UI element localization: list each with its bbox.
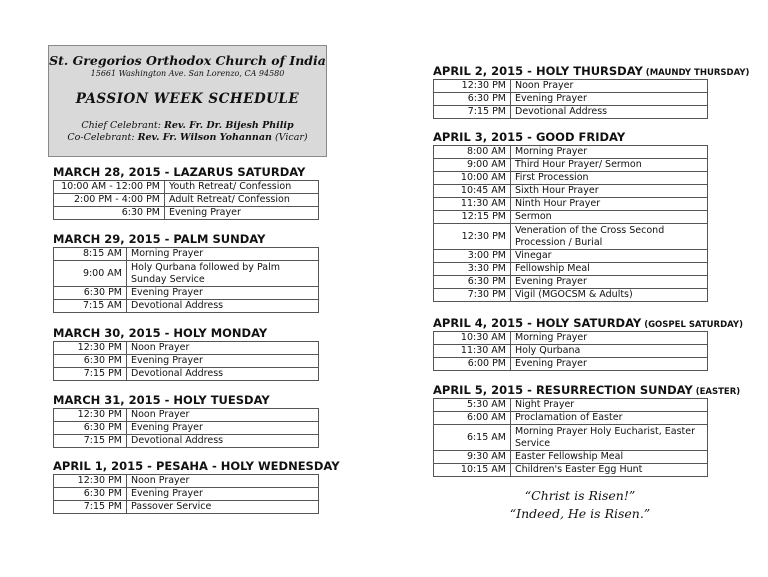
event-name: Holy Qurbana followed by Palm Sunday Service <box>127 261 319 287</box>
day-title-text: APRIL 4, 2015 - HOLY SATURDAY <box>433 316 642 330</box>
event-time: 6:30 PM <box>54 207 165 220</box>
schedule-table <box>433 398 708 477</box>
day-subtitle: (EASTER) <box>692 387 741 397</box>
schedule-row <box>54 300 319 313</box>
schedule-row <box>434 80 708 93</box>
schedule-row <box>54 475 319 488</box>
event-time: 3:00 PM <box>434 250 511 263</box>
event-time: 6:30 PM <box>434 276 511 289</box>
co-celebrant-role: (Vicar) <box>274 132 308 143</box>
schedule-row <box>434 172 708 185</box>
co-celebrant <box>49 132 326 144</box>
schedule-row <box>54 488 319 501</box>
day-subtitle: (MAUNDY THURSDAY) <box>642 68 750 78</box>
day-title-text: APRIL 5, 2015 - RESURRECTION SUNDAY <box>433 383 693 397</box>
schedule-table <box>53 341 319 381</box>
event-name: Noon Prayer <box>511 80 708 93</box>
event-time: 6:00 AM <box>434 412 511 425</box>
event-time: 10:30 AM <box>434 332 511 345</box>
schedule-row <box>434 185 708 198</box>
event-time: 7:15 PM <box>434 106 511 119</box>
day-section <box>53 165 319 220</box>
church-name: St. Gregorios Orthodox Church of India <box>49 53 326 68</box>
co-celebrant-label: Co-Celebrant: <box>67 132 135 143</box>
event-name: Morning Prayer <box>127 248 319 261</box>
schedule-row <box>434 106 708 119</box>
event-time: 12:30 PM <box>54 342 127 355</box>
schedule-row <box>54 501 319 514</box>
event-time: 9:30 AM <box>434 451 511 464</box>
event-name: Proclamation of Easter <box>511 412 708 425</box>
event-time: 6:30 PM <box>434 93 511 106</box>
event-name: Devotional Address <box>127 435 319 448</box>
event-time: 8:00 AM <box>434 146 511 159</box>
schedule-row <box>434 276 708 289</box>
event-name: Passover Service <box>127 501 319 514</box>
event-time: 6:30 PM <box>54 488 127 501</box>
event-name: Evening Prayer <box>127 488 319 501</box>
event-name: Morning Prayer <box>511 332 708 345</box>
event-name: Evening Prayer <box>511 276 708 289</box>
celebrants <box>49 120 326 144</box>
event-name: Children's Easter Egg Hunt <box>511 464 708 477</box>
day-title <box>433 383 740 397</box>
schedule-row <box>434 289 708 302</box>
schedule-table <box>433 145 708 302</box>
event-name: Third Hour Prayer/ Sermon <box>511 159 708 172</box>
schedule-row <box>54 261 319 287</box>
schedule-row <box>434 146 708 159</box>
day-title-text: APRIL 1, 2015 - PESAHA - HOLY WEDNESDAY <box>53 459 340 473</box>
event-name: Devotional Address <box>127 368 319 381</box>
event-name: Noon Prayer <box>127 342 319 355</box>
day-subtitle: (GOSPEL SATURDAY) <box>641 320 743 330</box>
schedule-row <box>54 368 319 381</box>
chief-celebrant-name: Rev. Fr. Dr. Bijesh Philip <box>163 120 294 131</box>
event-name: Vinegar <box>511 250 708 263</box>
event-time: 10:15 AM <box>434 464 511 477</box>
schedule-row <box>54 342 319 355</box>
schedule-row <box>434 412 708 425</box>
schedule-table <box>53 408 319 448</box>
event-name: Adult Retreat/ Confession <box>165 194 319 207</box>
event-name: Youth Retreat/ Confession <box>165 181 319 194</box>
schedule-row <box>434 399 708 412</box>
church-address: 15661 Washington Ave. San Lorenzo, CA 94580 <box>90 69 285 78</box>
day-title-text: MARCH 28, 2015 - LAZARUS SATURDAY <box>53 165 306 179</box>
event-name: Evening Prayer <box>165 207 319 220</box>
event-name: Devotional Address <box>511 106 708 119</box>
event-time: 9:00 AM <box>434 159 511 172</box>
event-name: Easter Fellowship Meal <box>511 451 708 464</box>
event-time: 10:45 AM <box>434 185 511 198</box>
schedule-row <box>434 332 708 345</box>
event-name: Evening Prayer <box>511 93 708 106</box>
day-section <box>433 383 740 477</box>
schedule-row <box>54 207 319 220</box>
day-title <box>53 459 340 473</box>
schedule-row <box>434 425 708 451</box>
schedule-row <box>54 194 319 207</box>
schedule-row <box>54 409 319 422</box>
quote-line-2: “Indeed, He is Risen.” <box>509 506 651 521</box>
event-time: 7:15 AM <box>54 300 127 313</box>
event-time: 12:30 PM <box>434 224 511 250</box>
day-title <box>433 130 708 144</box>
event-name: Sermon <box>511 211 708 224</box>
event-time: 12:30 PM <box>54 475 127 488</box>
event-time: 8:15 AM <box>54 248 127 261</box>
schedule-table <box>53 180 319 220</box>
schedule-row <box>434 93 708 106</box>
schedule-row <box>434 464 708 477</box>
event-time: 7:15 PM <box>54 435 127 448</box>
schedule-header <box>48 45 327 157</box>
event-time: 6:15 AM <box>434 425 511 451</box>
day-title-text: APRIL 2, 2015 - HOLY THURSDAY <box>433 64 643 78</box>
event-name: First Procession <box>511 172 708 185</box>
schedule-table <box>53 474 319 514</box>
schedule-row <box>54 181 319 194</box>
event-time: 10:00 AM <box>434 172 511 185</box>
schedule-row <box>434 159 708 172</box>
day-title-text: APRIL 3, 2015 - GOOD FRIDAY <box>433 130 626 144</box>
schedule-table <box>53 247 319 313</box>
day-title <box>53 326 319 340</box>
schedule-row <box>434 358 708 371</box>
event-time: 2:00 PM - 4:00 PM <box>54 194 165 207</box>
schedule-row <box>434 211 708 224</box>
event-name: Ninth Hour Prayer <box>511 198 708 211</box>
quote-line-1: “Christ is Risen!” <box>524 488 636 503</box>
schedule-row <box>54 422 319 435</box>
chief-celebrant-label: Chief Celebrant: <box>81 120 161 131</box>
schedule-row <box>54 287 319 300</box>
event-name: Night Prayer <box>511 399 708 412</box>
day-title-text: MARCH 30, 2015 - HOLY MONDAY <box>53 326 268 340</box>
schedule-row <box>54 435 319 448</box>
schedule-row <box>434 198 708 211</box>
chief-celebrant <box>49 120 326 132</box>
event-name: Evening Prayer <box>127 422 319 435</box>
event-time: 12:30 PM <box>54 409 127 422</box>
day-section <box>433 130 708 302</box>
event-time: 6:30 PM <box>54 287 127 300</box>
day-title <box>53 232 319 246</box>
event-time: 6:30 PM <box>54 355 127 368</box>
event-name: Morning Prayer <box>511 146 708 159</box>
event-time: 7:15 PM <box>54 501 127 514</box>
event-time: 12:30 PM <box>434 80 511 93</box>
event-time: 11:30 AM <box>434 345 511 358</box>
event-name: Fellowship Meal <box>511 263 708 276</box>
event-time: 7:30 PM <box>434 289 511 302</box>
day-title-text: MARCH 31, 2015 - HOLY TUESDAY <box>53 393 270 407</box>
schedule-row <box>434 250 708 263</box>
event-name: Noon Prayer <box>127 409 319 422</box>
event-time: 9:00 AM <box>54 261 127 287</box>
event-name: Veneration of the Cross Second Procession / Burial <box>511 224 708 250</box>
schedule-row <box>434 451 708 464</box>
event-time: 5:30 AM <box>434 399 511 412</box>
day-title <box>433 316 743 330</box>
event-name: Evening Prayer <box>127 355 319 368</box>
day-section <box>53 232 319 313</box>
day-title-text: MARCH 29, 2015 - PALM SUNDAY <box>53 232 266 246</box>
event-name: Sixth Hour Prayer <box>511 185 708 198</box>
day-section <box>53 393 319 448</box>
day-section <box>53 326 319 381</box>
day-title <box>53 393 319 407</box>
day-section <box>53 459 340 514</box>
day-title <box>53 165 319 179</box>
schedule-row <box>434 224 708 250</box>
event-name: Morning Prayer Holy Eucharist, Easter Service <box>511 425 708 451</box>
event-name: Noon Prayer <box>127 475 319 488</box>
event-name: Evening Prayer <box>127 287 319 300</box>
event-name: Evening Prayer <box>511 358 708 371</box>
event-time: 7:15 PM <box>54 368 127 381</box>
event-name: Devotional Address <box>127 300 319 313</box>
event-time: 6:30 PM <box>54 422 127 435</box>
event-name: Holy Qurbana <box>511 345 708 358</box>
schedule-row <box>54 248 319 261</box>
day-title <box>433 64 749 78</box>
schedule-row <box>54 355 319 368</box>
event-time: 3:30 PM <box>434 263 511 276</box>
day-section <box>433 316 743 371</box>
event-time: 6:00 PM <box>434 358 511 371</box>
schedule-table <box>433 331 708 371</box>
event-name: Vigil (MGOCSM & Adults) <box>511 289 708 302</box>
schedule-row <box>434 263 708 276</box>
event-time: 11:30 AM <box>434 198 511 211</box>
co-celebrant-name: Rev. Fr. Wilson Yohannan <box>137 132 272 143</box>
page-title: PASSION WEEK SCHEDULE <box>75 91 300 107</box>
schedule-row <box>434 345 708 358</box>
day-section <box>433 64 749 119</box>
schedule-table <box>433 79 708 119</box>
event-time: 12:15 PM <box>434 211 511 224</box>
event-time: 10:00 AM - 12:00 PM <box>54 181 165 194</box>
